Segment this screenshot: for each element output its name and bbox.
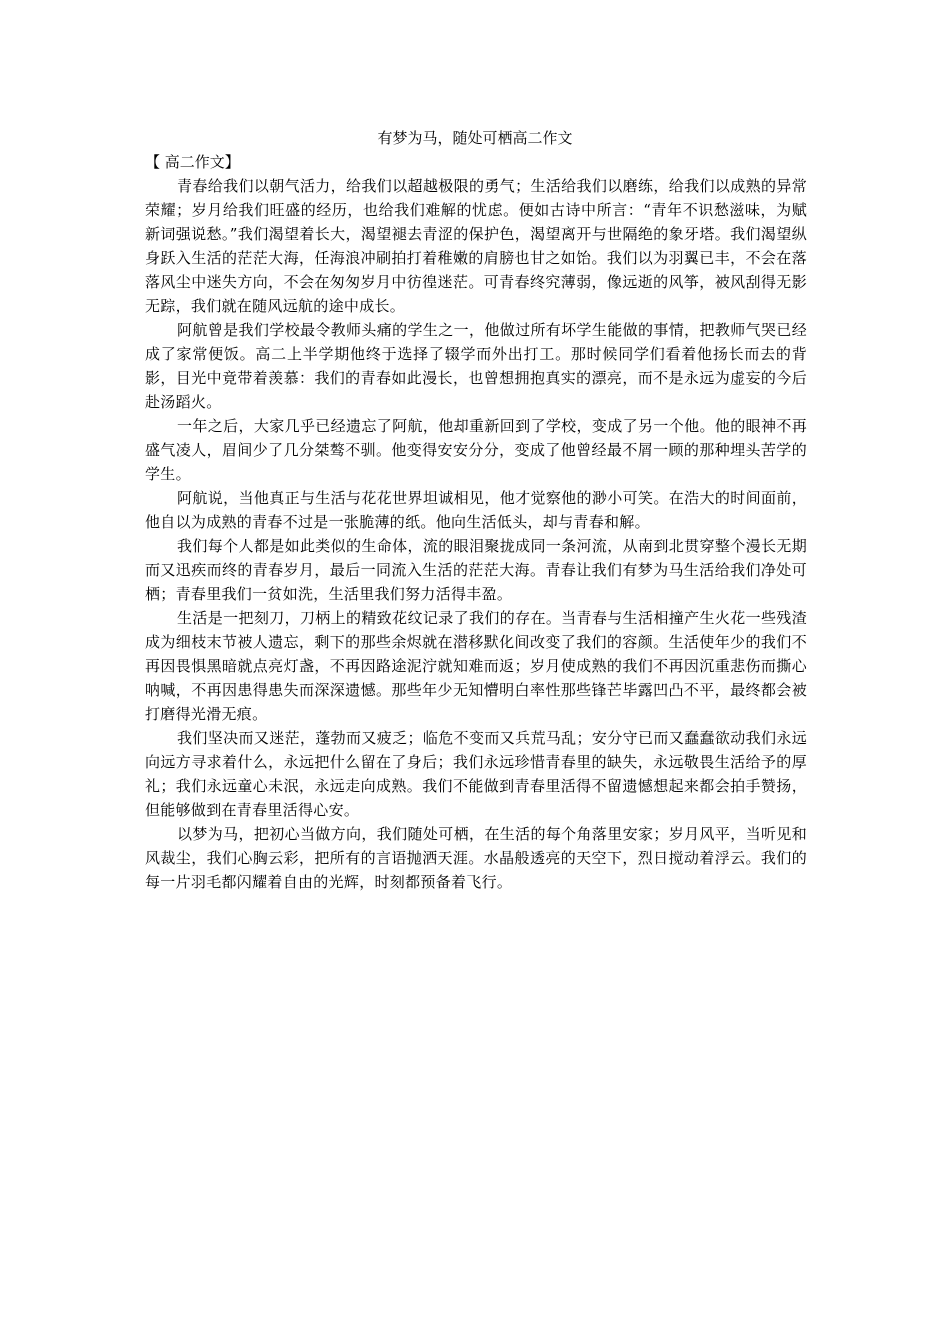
paragraph: 阿航说，当他真正与生活与花花世界坦诚相见，他才觉察他的渺小可笑。在浩大的时间面前，他自以为成熟的青春不过是一张脆薄的纸。他向生活低头，却与青春和解。	[145, 489, 807, 531]
paragraph: 青春给我们以朝气活力，给我们以超越极限的勇气；生活给我们以磨练，给我们以成熟的异常荣耀；岁月给我们旺盛的经历，也给我们难解的忧虑。便如古诗中所言：“青年不识愁滋味，为赋新词强说愁。”我们渴望着长大，渴望褪去青涩的保护色，渴望离开与世隔绝的象牙塔。我们渴望纵身跃入生活的茫茫大海，任海浪冲刷拍打着稚嫩的肩膀也甘之如饴。我们以为羽翼已丰，不会在落落风尘中迷失方向，不会在匆匆岁月中彷徨迷茫。可青春终究薄弱，像远逝的风筝，被风刮得无影无踪，我们就在随风远航的途中成长。	[145, 177, 807, 315]
section-tag: 【 高二作文】	[145, 153, 240, 171]
document-title: 有梦为马，随处可栖高二作文	[377, 129, 573, 147]
essay-body	[145, 174, 807, 894]
paragraph: 我们坚决而又迷茫，蓬勃而又疲乏；临危不变而又兵荒马乱；安分守已而又蠢蠢欲动我们永远向远方寻求着什么，永远把什么留在了身后；我们永远珍惜青春里的缺失，永远敬畏生活给予的厚礼；我们永远童心未泯，永远走向成熟。我们不能做到青春里活得不留遗憾想起来都会拍手赞扬，但能够做到在青春里活得心安。	[145, 729, 807, 819]
paragraph: 一年之后，大家几乎已经遗忘了阿航，他却重新回到了学校，变成了另一个他。他的眼神不再盛气凌人，眉间少了几分桀骜不驯。他变得安安分分，变成了他曾经最不屑一顾的那种埋头苦学的学生。	[145, 417, 807, 483]
paragraph: 我们每个人都是如此类似的生命体，流的眼泪聚拢成同一条河流，从南到北贯穿整个漫长无期而又迅疾而终的青春岁月，最后一同流入生活的茫茫大海。青春让我们有梦为马生活给我们净处可栖；青春里我们一贫如洗，生活里我们努力活得丰盈。	[145, 537, 807, 603]
paragraph: 以梦为马，把初心当做方向，我们随处可栖，在生活的每个角落里安家；岁月风平，当听见和风裁尘，我们心胸云彩，把所有的言语抛洒天涯。水晶般透亮的天空下，烈日搅动着浮云。我们的每一片羽毛都闪耀着自由的光辉，时刻都预备着飞行。	[145, 825, 807, 891]
paragraph: 阿航曾是我们学校最令教师头痛的学生之一，他做过所有坏学生能做的事情，把教师气哭已经成了家常便饭。高二上半学期他终于选择了辍学而外出打工。那时候同学们看着他扬长而去的背影，目光中竟带着羡慕：我们的青春如此漫长，也曾想拥抱真实的漂亮，而不是永远为虚妄的今后赴汤蹈火。	[145, 321, 807, 411]
paragraph: 生活是一把刻刀，刀柄上的精致花纹记录了我们的存在。当青春与生活相撞产生火花一些残渣成为细枝末节被人遗忘，剩下的那些余烬就在潜移默化间改变了我们的容颜。生活使年少的我们不再因畏惧黑暗就点亮灯盏，不再因路途泥泞就知难而返；岁月使成熟的我们不再因沉重悲伤而撕心呐喊，不再因患得患失而深深遗憾。那些年少无知懵明白率性那些锋芒毕露凹凸不平，最终都会被打磨得光滑无痕。	[145, 609, 807, 723]
